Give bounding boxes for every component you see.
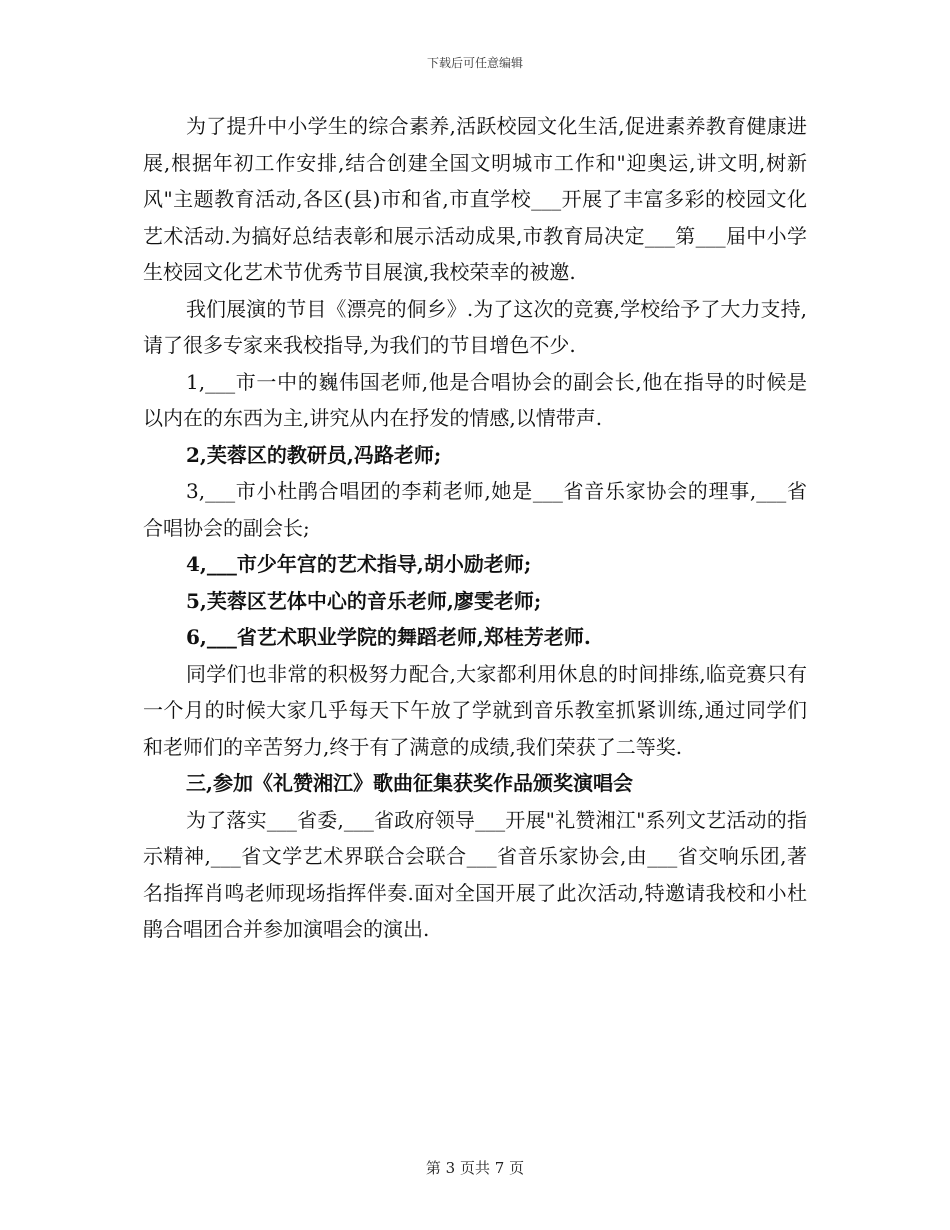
paragraph-concert: 为了落实___省委,___省政府领导___开展"礼赞湘江"系列文艺活动的指示精神,___省文学艺术界联合会联合___省音乐家协会,由___省交响乐团,著名指挥肖鸣老师现场指挥伴奏.面对全国开展了此次活动,特邀请我校和小杜鹃合唱团合并参加演唱会的演出. xyxy=(143,807,807,941)
page-header-note: 下载后可任意编辑 xyxy=(426,56,523,70)
list-item-teacher-3: 3,___市小杜鹃合唱团的李莉老师,她是___省音乐家协会的理事,___省合唱协会的副会长; xyxy=(143,479,807,540)
page-number: 第 3 页共 7 页 xyxy=(425,1159,525,1177)
list-item-teacher-5: 5,芙蓉区艺体中心的音乐老师,廖雯老师; xyxy=(186,588,542,613)
list-item-teacher-2: 2,芙蓉区的教研员,冯路老师; xyxy=(186,442,442,467)
document-body xyxy=(143,108,807,948)
paragraph-students-effort: 同学们也非常的积极努力配合,大家都利用休息的时间排练,临竞赛只有一个月的时候大家几乎每天下午放了学就到音乐教室抓紧训练,通过同学们和老师们的辛苦努力,终于有了满意的成绩,我们荣获了二等奖. xyxy=(143,661,807,759)
list-item-teacher-1: 1,___市一中的巍伟国老师,他是合唱协会的副会长,他在指导的时候是以内在的东西为主,讲究从内在抒发的情感,以情带声. xyxy=(143,369,807,430)
section-heading-three: 三,参加《礼赞湘江》歌曲征集获奖作品颁奖演唱会 xyxy=(186,771,633,795)
list-item-teacher-4: 4,___市少年宫的艺术指导,胡小励老师; xyxy=(186,552,532,576)
list-item-teacher-6: 6,___省艺术职业学院的舞蹈老师,郑桂芳老师. xyxy=(186,625,591,649)
paragraph-program: 我们展演的节目《漂亮的侗乡》.为了这次的竞赛,学校给予了大力支持,请了很多专家来我校指导,为我们的节目增色不少. xyxy=(143,296,807,357)
paragraph-intro: 为了提升中小学生的综合素养,活跃校园文化生活,促进素养教育健康进展,根据年初工作安排,结合创建全国文明城市工作和"迎奥运,讲文明,树新风"主题教育活动,各区(县)市和省,市直学校___开展了丰富多彩的校园文化艺术活动.为搞好总结表彰和展示活动成果,市教育局决定___第___届中小学生校园文化艺术节优秀节目展演,我校荣幸的被邀. xyxy=(143,114,807,284)
